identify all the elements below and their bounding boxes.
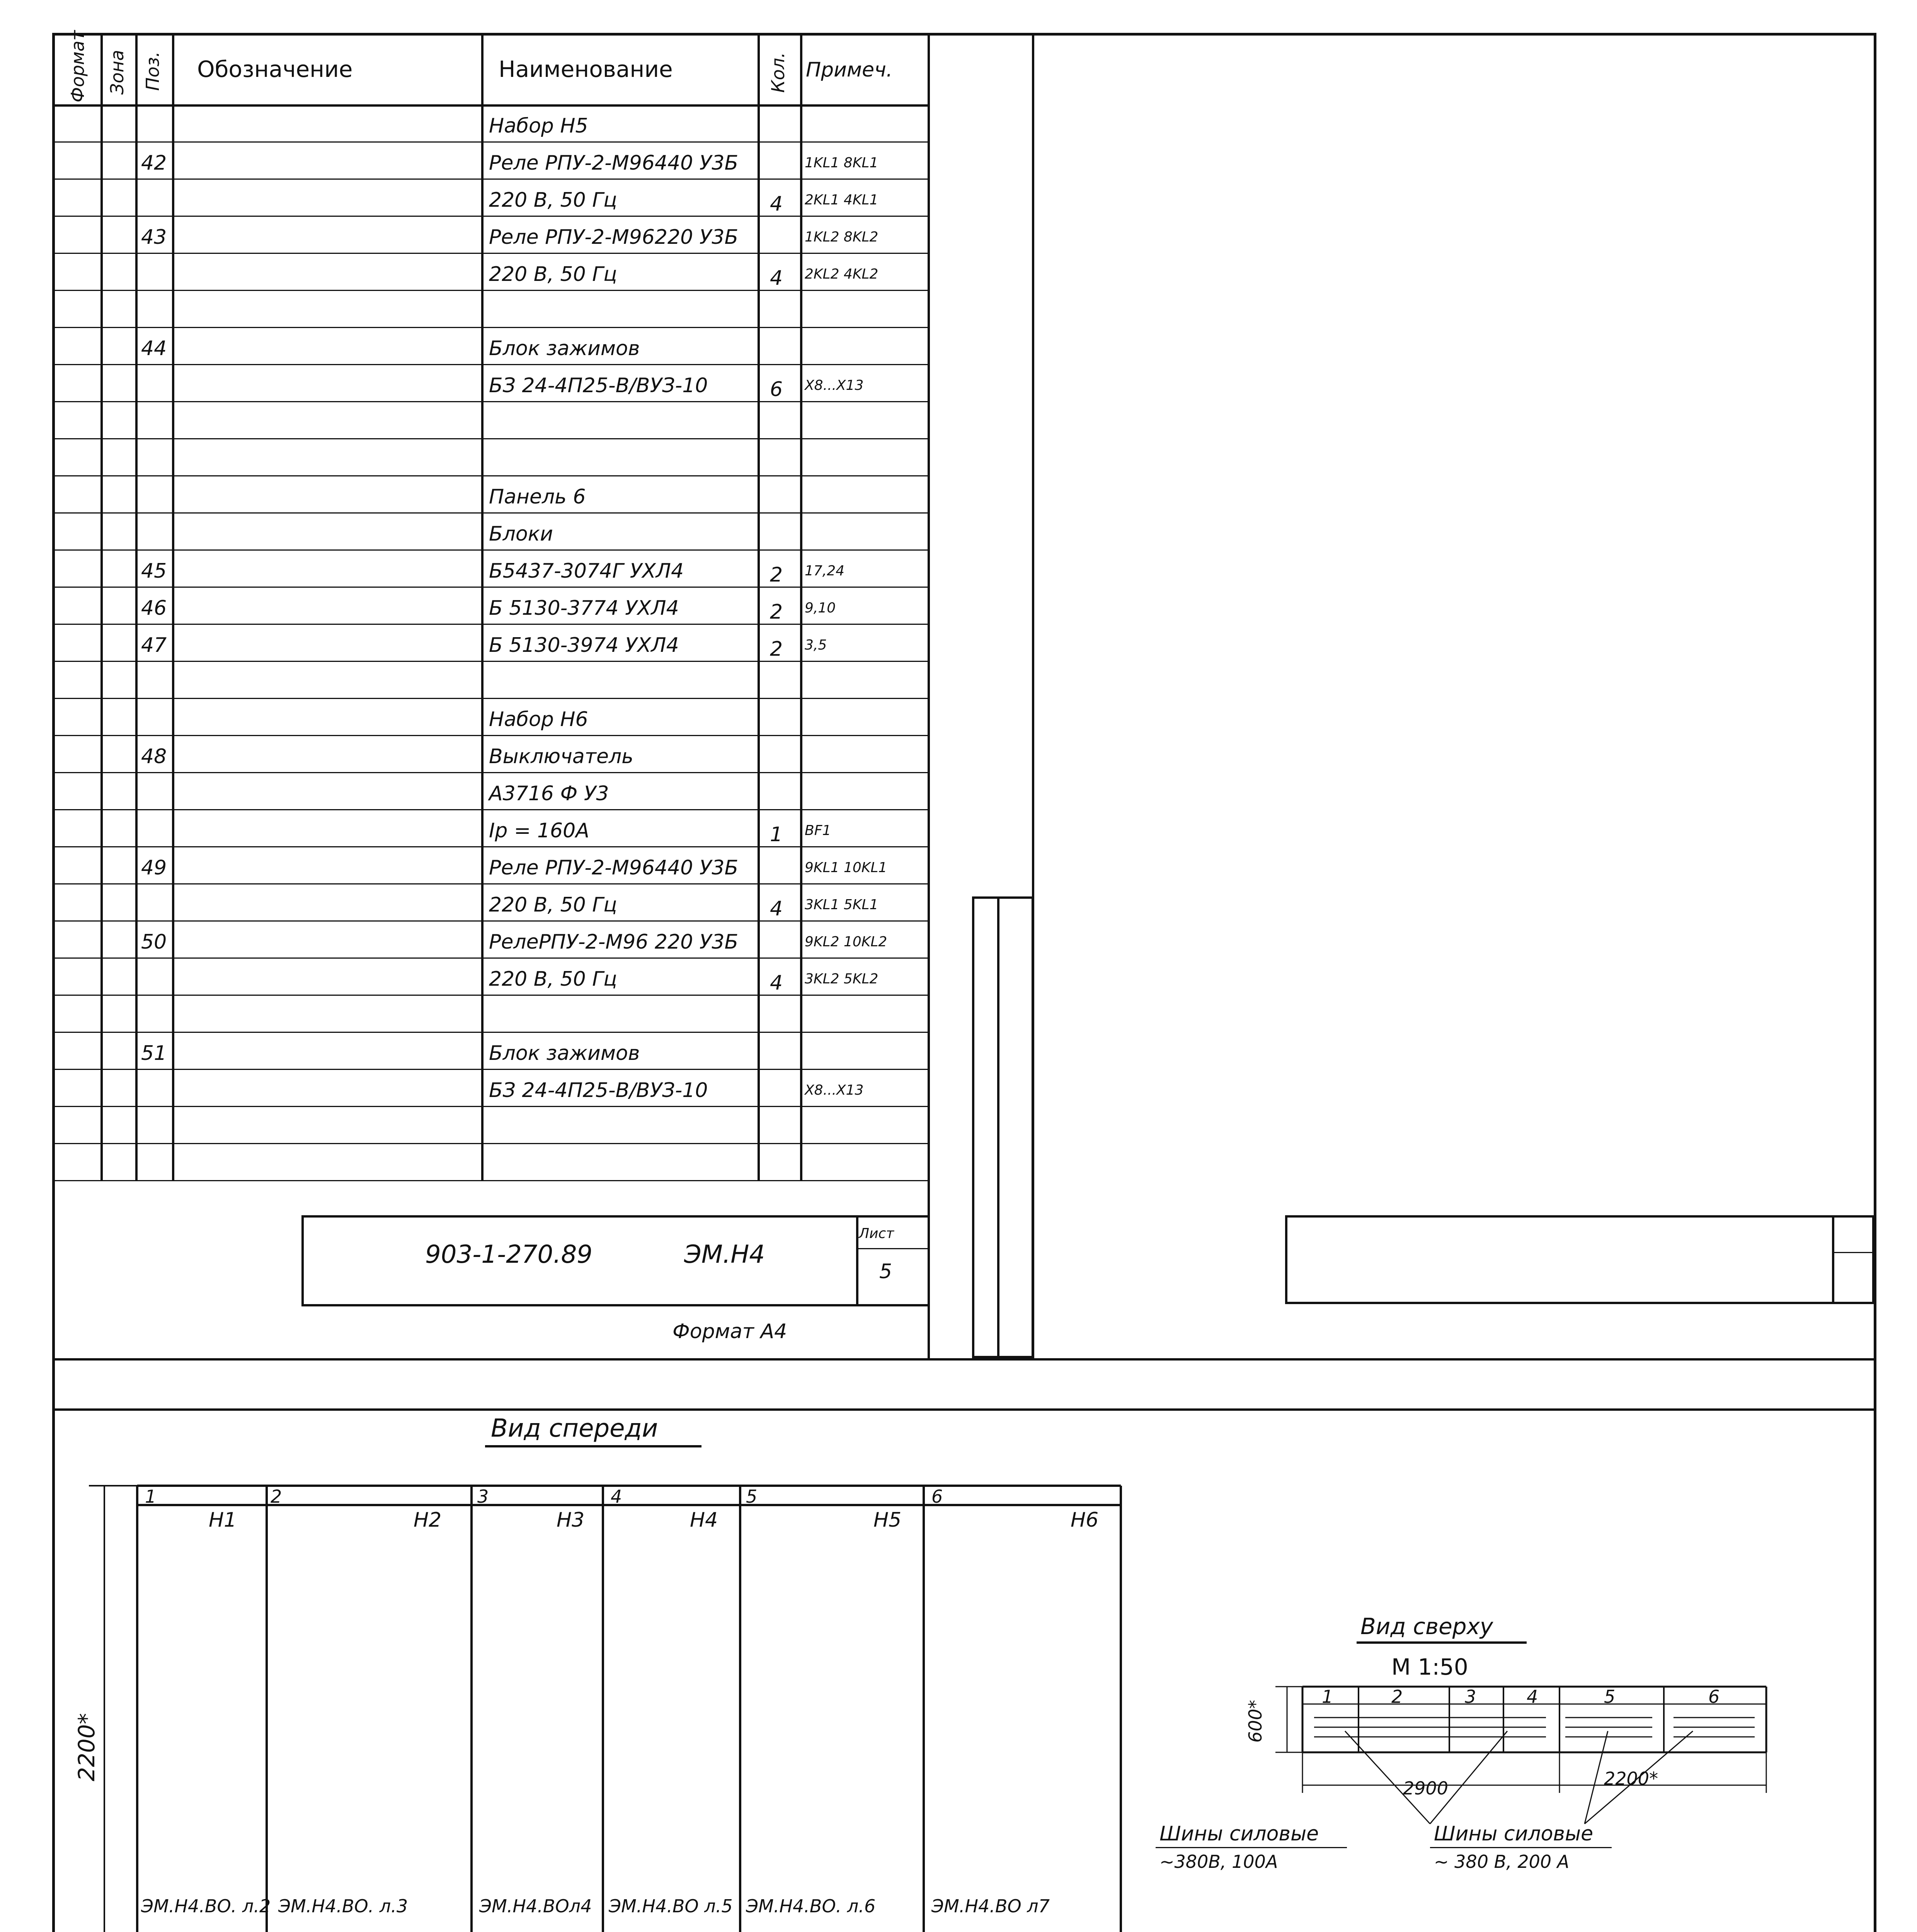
- spec-row-qty: 1: [770, 823, 783, 846]
- section-label: Н6: [1071, 1509, 1099, 1532]
- bus-2-label: Шины силовые: [1434, 1822, 1594, 1845]
- header-name: Наименование: [499, 56, 673, 82]
- header-note: Примеч.: [806, 58, 893, 82]
- spec-row-name: БЗ 24-4П25-В/ВУЗ-10: [489, 374, 708, 397]
- spec-row-note: 17,24: [805, 563, 845, 579]
- spec-row-note: 3KL1 5KL1: [805, 897, 878, 913]
- bus-1-label: Шины силовые: [1159, 1822, 1319, 1845]
- spec-row-name: Реле РПУ-2-М96440 У3Б: [489, 151, 739, 175]
- spec-row-name: 220 В, 50 Гц: [489, 968, 617, 991]
- top-panel-number: 3: [1465, 1686, 1476, 1707]
- spec-row-qty: 4: [770, 971, 783, 995]
- spec-row-name: Реле РПУ-2-М96440 У3Б: [489, 856, 739, 879]
- spec-row-name: Выключатель: [489, 745, 633, 768]
- top-panel-number: 5: [1604, 1686, 1616, 1707]
- spec-row-name: Реле РПУ-2-М96220 У3Б: [489, 226, 739, 249]
- spec-row-note: 1KL1 8KL1: [805, 155, 878, 171]
- section-label: Н1: [209, 1509, 237, 1532]
- panel-drawing-ref: ЭМ.Н4.ВО. л.2: [141, 1896, 271, 1917]
- spec-row-note: 2KL2 4KL2: [805, 266, 878, 282]
- header-pos: Поз.: [142, 51, 163, 91]
- section-label: Н3: [557, 1509, 585, 1532]
- section-label: Н5: [873, 1509, 902, 1532]
- spec-row-name: Блок зажимов: [489, 337, 640, 360]
- spec-row-pos: 43: [141, 226, 167, 249]
- bus-2-value: ~ 380 В, 200 А: [1434, 1851, 1570, 1872]
- header-qty: Кол.: [768, 52, 788, 93]
- top-view-title: Вид сверху: [1360, 1613, 1493, 1639]
- panel-drawing-ref: ЭМ.Н4.ВО л.5: [609, 1896, 733, 1917]
- spec-row-pos: 51: [141, 1042, 167, 1065]
- header-zone: Зона: [107, 50, 128, 95]
- spec-row-name: Блок зажимов: [489, 1042, 640, 1065]
- panel-number-label: 5: [746, 1486, 758, 1507]
- spec-row-name: Ip = 160A: [489, 819, 589, 842]
- top-view-line: [1345, 1731, 1430, 1824]
- spec-stamp-sheet-no: 5: [879, 1260, 892, 1283]
- top-dim-2: 2200*: [1604, 1768, 1658, 1789]
- spec-row-qty: 2: [770, 600, 783, 624]
- spec-row-pos: 47: [141, 634, 167, 657]
- panel-drawing-ref: ЭМ.Н4.ВО л7: [931, 1896, 1050, 1917]
- spec-row-name: 220 В, 50 Гц: [489, 893, 617, 917]
- spec-row-note: 3KL2 5KL2: [805, 971, 878, 987]
- spec-row-name: РелеРПУ-2-М96 220 У3Б: [489, 930, 739, 954]
- section-label: Н4: [690, 1509, 718, 1532]
- top-view-line: [1430, 1731, 1507, 1824]
- top-depth-dim: 600*: [1245, 1700, 1266, 1743]
- format-a4-label: Формат А4: [672, 1320, 787, 1343]
- panel-drawing-ref: ЭМ.Н4.ВОл4: [479, 1896, 592, 1917]
- spec-row-pos: 48: [141, 745, 167, 768]
- top-panel-number: 2: [1391, 1686, 1403, 1707]
- panel-number-label: 1: [145, 1486, 157, 1507]
- spec-row-note: 1KL2 8KL2: [805, 229, 878, 245]
- bus-1-underline: [1156, 1847, 1347, 1848]
- spec-row-note: 9,10: [805, 600, 836, 616]
- spec-row-name: Б5437-3074Г УХЛ4: [489, 560, 684, 583]
- spec-row-pos: 45: [141, 560, 167, 583]
- spec-row-qty: 6: [770, 378, 783, 401]
- spec-row-name: Панель 6: [489, 485, 586, 509]
- panel-number-label: 4: [611, 1486, 622, 1507]
- panel-number-label: 2: [271, 1486, 282, 1507]
- spec-row-pos: 50: [141, 930, 167, 954]
- spec-row-pos: 42: [141, 151, 167, 175]
- height-dim: 2200*: [73, 1713, 100, 1781]
- spec-row-qty: 4: [770, 267, 783, 290]
- header-designation: Обозначение: [197, 56, 353, 82]
- spec-row-name: Набор Н6: [489, 708, 588, 731]
- top-dim-1: 2900: [1403, 1778, 1449, 1799]
- bus-2-underline: [1430, 1847, 1612, 1848]
- spec-row-pos: 46: [141, 597, 167, 620]
- spec-row-qty: 2: [770, 638, 783, 661]
- spec-row-name: Блоки: [489, 522, 553, 546]
- spec-row-qty: 4: [770, 192, 783, 216]
- spec-row-pos: 49: [141, 856, 167, 879]
- top-panel-number: 6: [1708, 1686, 1720, 1707]
- spec-row-name: А3716 Ф У3: [489, 782, 609, 805]
- front-view-title: Вид спереди: [491, 1414, 658, 1443]
- top-panel-number: 1: [1322, 1686, 1333, 1707]
- spec-row-qty: 2: [770, 563, 783, 587]
- spec-row-name: 220 В, 50 Гц: [489, 263, 617, 286]
- panel-drawing-ref: ЭМ.Н4.ВО. л.3: [278, 1896, 408, 1917]
- panel-number-label: 6: [931, 1486, 943, 1507]
- spec-stamp-mark: ЭМ.Н4: [684, 1240, 765, 1269]
- spec-row-name: Б 5130-3974 УХЛ4: [489, 634, 679, 657]
- top-panel-number: 4: [1527, 1686, 1538, 1707]
- spec-stamp-code: 903-1-270.89: [425, 1240, 592, 1269]
- header-format: Формат: [67, 30, 88, 102]
- spec-row-note: 9KL1 10KL1: [805, 860, 887, 876]
- spec-row-name: БЗ 24-4П25-В/ВУЗ-10: [489, 1079, 708, 1102]
- spec-row-name: Набор Н5: [489, 114, 588, 138]
- spec-row-name: Б 5130-3774 УХЛ4: [489, 597, 679, 620]
- panel-number-label: 3: [477, 1486, 489, 1507]
- top-view-scale: М 1:50: [1391, 1654, 1468, 1680]
- spec-row-note: X8...X13: [805, 1082, 864, 1098]
- spec-stamp-sheet-label: Лист: [859, 1226, 894, 1242]
- spec-row-qty: 4: [770, 897, 783, 920]
- spec-row-note: 3,5: [805, 637, 827, 653]
- spec-row-note: 2KL1 4KL1: [805, 192, 878, 208]
- spec-row-note: 9KL2 10KL2: [805, 934, 887, 950]
- section-label: Н2: [414, 1509, 442, 1532]
- spec-row-name: 220 В, 50 Гц: [489, 189, 617, 212]
- panel-drawing-ref: ЭМ.Н4.ВО. л.6: [746, 1896, 876, 1917]
- spec-row-note: X8...X13: [805, 378, 864, 393]
- spec-row-pos: 44: [141, 337, 167, 360]
- spec-row-note: BF1: [805, 823, 831, 838]
- bus-1-value: ~380В, 100А: [1159, 1851, 1278, 1872]
